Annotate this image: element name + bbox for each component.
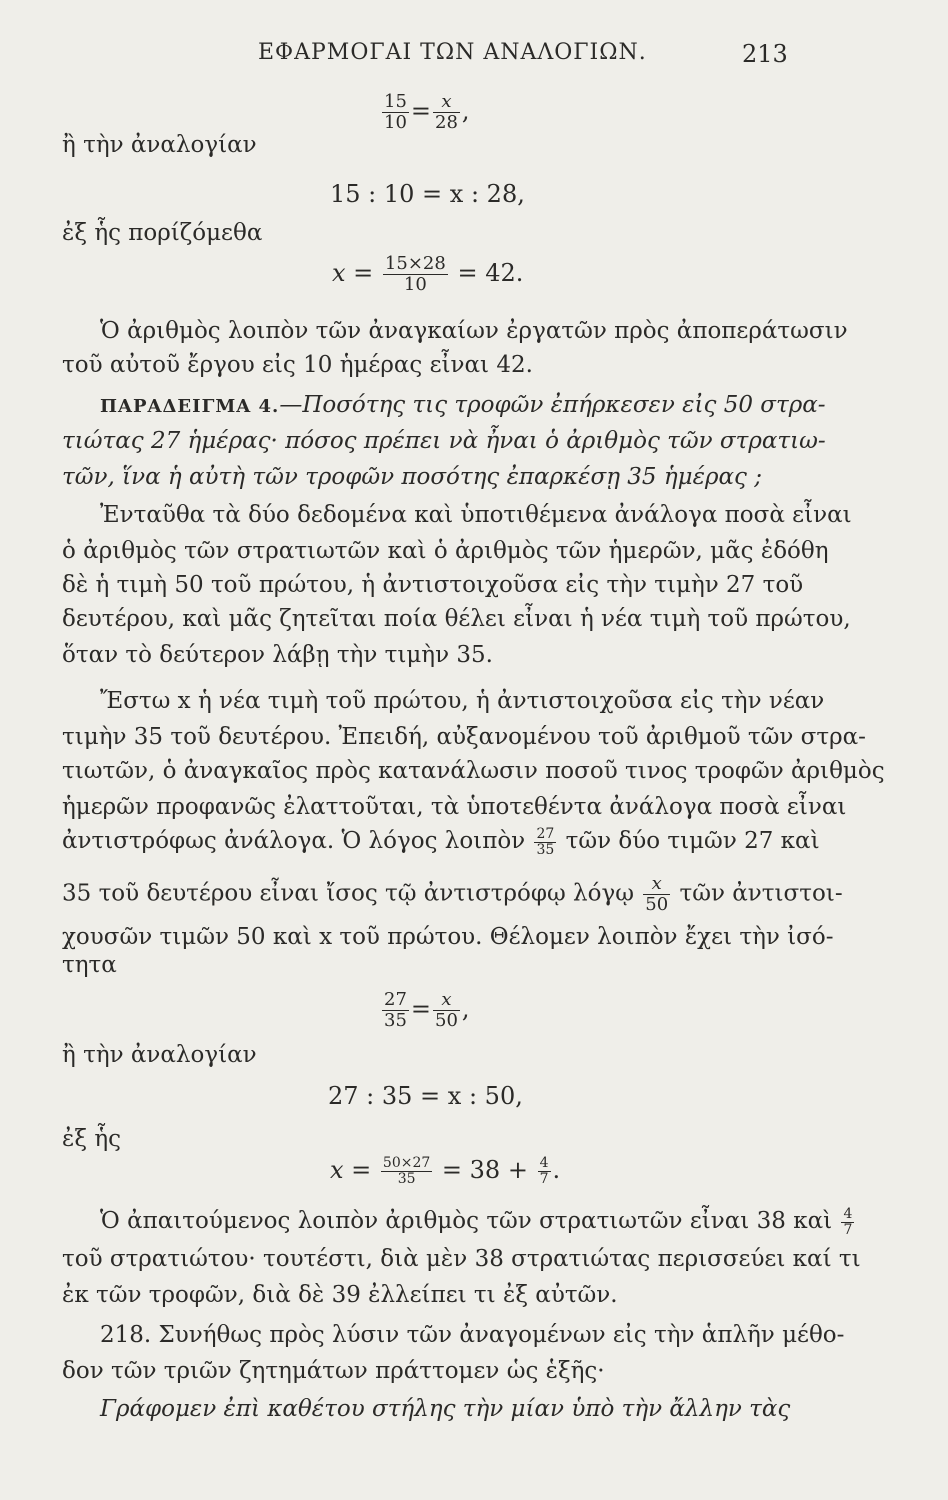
conclusion-1-line-2: τοῦ αὐτοῦ ἔργου εἰς 10 ἡμέρας εἶναι 42.: [62, 352, 533, 378]
para-2-line-4: ἡμερῶν προφανῶς ἐλαττοῦται, τὰ ὑποτεθέντα ἀνάλογα ποσὰ εἶναι: [62, 794, 847, 820]
last-line: Γράφομεν ἐπὶ καθέτου στήλης τὴν μίαν ὑπὸ τὴν ἄλλην τὰς: [100, 1396, 791, 1422]
section-218-line-2: δον τῶν τριῶν ζητημάτων πράττομεν ὡς ἑξῆς·: [62, 1358, 605, 1384]
example-4-line-2: τιώτας 27 ἡμέρας· πόσος πρέπει νὰ ἦναι ὁ ἀριθμὸς τῶν στρατιω-: [62, 428, 826, 454]
para-2-line-7: χουσῶν τιμῶν 50 καὶ x τοῦ πρώτου. Θέλομεν λοιπὸν ἔχει τὴν ἰσό-: [62, 924, 834, 950]
running-header: ΕΦΑΡΜΟΓΑΙ ΤΩΝ ΑΝΑΛΟΓΙΩΝ.: [258, 40, 647, 65]
para-2-line-3: τιωτῶν, ὁ ἀναγκαῖος πρὸς κατανάλωσιν ποσοῦ τινος τροφῶν ἀριθμὸς: [62, 758, 885, 784]
conclusion-2-line-1: Ὁ ἀπαιτούμενος λοιπὸν ἀριθμὸς τῶν στρατιωτῶν εἶναι 38 καὶ $\frac{4}{7}$: [100, 1205, 853, 1238]
equation-fraction-1: $\frac{15}{10}$ = $\frac{x}{28}$ ,: [384, 91, 470, 133]
label-analogy-2: ἢ τὴν ἀναλογίαν: [62, 1042, 257, 1068]
proportion-1: 15 : 10 = x : 28,: [330, 180, 525, 208]
para-1-line-5: ὅταν τὸ δεύτερον λάβῃ τὴν τιμὴν 35.: [62, 642, 493, 668]
label-from-which: ἐξ ἧς πορίζόμεθα: [62, 220, 263, 246]
para-2-line-1: Ἔστω x ἡ νέα τιμὴ τοῦ πρώτου, ἡ ἀντιστοιχοῦσα εἰς τὴν νέαν: [100, 688, 825, 714]
para-2-line-5: ἀντιστρόφως ἀνάλογα. Ὁ λόγος λοιπὸν $\frac{27}{35}$ τῶν δύο τιμῶν 27 καὶ: [62, 825, 820, 858]
conclusion-1-line-1: Ὁ ἀριθμὸς λοιπὸν τῶν ἀναγκαίων ἐργατῶν πρὸς ἀποπεράτωσιν: [100, 318, 848, 344]
example-4-line-3: τῶν, ἵνα ἡ αὐτὴ τῶν τροφῶν ποσότης ἐπαρκέσῃ 35 ἡμέρας ;: [62, 464, 762, 490]
proportion-2: 27 : 35 = x : 50,: [328, 1082, 523, 1110]
para-2-line-8: τητα: [62, 952, 117, 978]
label-analogy: ἢ τὴν ἀναλογίαν: [62, 132, 257, 158]
para-2-line-6: 35 τοῦ δευτέρου εἶναι ἴσος τῷ ἀντιστρόφῳ λόγῳ $\frac{x}{50}$ τῶν ἀντιστοι-: [62, 873, 843, 915]
para-2-line-2: τιμὴν 35 τοῦ δευτέρου. Ἐπειδή, αὐξανομένου τοῦ ἀριθμοῦ τῶν στρα-: [62, 724, 866, 750]
conclusion-2-line-3: ἐκ τῶν τροφῶν, διὰ δὲ 39 ἐλλείπει τι ἐξ αὐτῶν.: [62, 1282, 618, 1308]
para-1-line-3: δὲ ἡ τιμὴ 50 τοῦ πρώτου, ἡ ἀντιστοιχοῦσα εἰς τὴν τιμὴν 27 τοῦ: [62, 572, 804, 598]
page-number: 213: [742, 40, 788, 68]
para-1-line-2: ὁ ἀριθμὸς τῶν στρατιωτῶν καὶ ὁ ἀριθμὸς τῶν ἡμερῶν, μᾶς ἐδόθη: [62, 538, 829, 564]
conclusion-2-line-2: τοῦ στρατιώτου· τουτέστι, διὰ μὲν 38 στρατιώτας περισσεύει καί τι: [62, 1246, 861, 1272]
result-equation-2: x = $\frac{50\times 27}{35}$ = 38 + $\frac{4}{7}$ .: [330, 1155, 561, 1187]
equation-fraction-2: $\frac{27}{35}$ = $\frac{x}{50}$ ,: [384, 989, 470, 1031]
result-equation-1: x = $\frac{15\times 28}{10}$ = 42.: [332, 253, 524, 295]
para-1-line-4: δευτέρου, καὶ μᾶς ζητεῖται ποία θέλει εἶναι ἡ νέα τιμὴ τοῦ πρώτου,: [62, 606, 851, 632]
section-218-line-1: 218. Συνήθως πρὸς λύσιν τῶν ἀναγομένων εἰς τὴν ἁπλῆν μέθο-: [100, 1322, 845, 1348]
example-4-line-1: ΠΑΡΑΔΕΙΓΜΑ 4.—Ποσότης τις τροφῶν ἐπήρκεσεν εἰς 50 στρα-: [100, 392, 826, 418]
label-from-which-2: ἐξ ἧς: [62, 1126, 121, 1152]
example-4-label: ΠΑΡΑΔΕΙΓΜΑ 4.: [100, 396, 280, 417]
para-1-line-1: Ἐνταῦθα τὰ δύο δεδομένα καὶ ὑποτιθέμενα ἀνάλογα ποσὰ εἶναι: [100, 502, 852, 528]
